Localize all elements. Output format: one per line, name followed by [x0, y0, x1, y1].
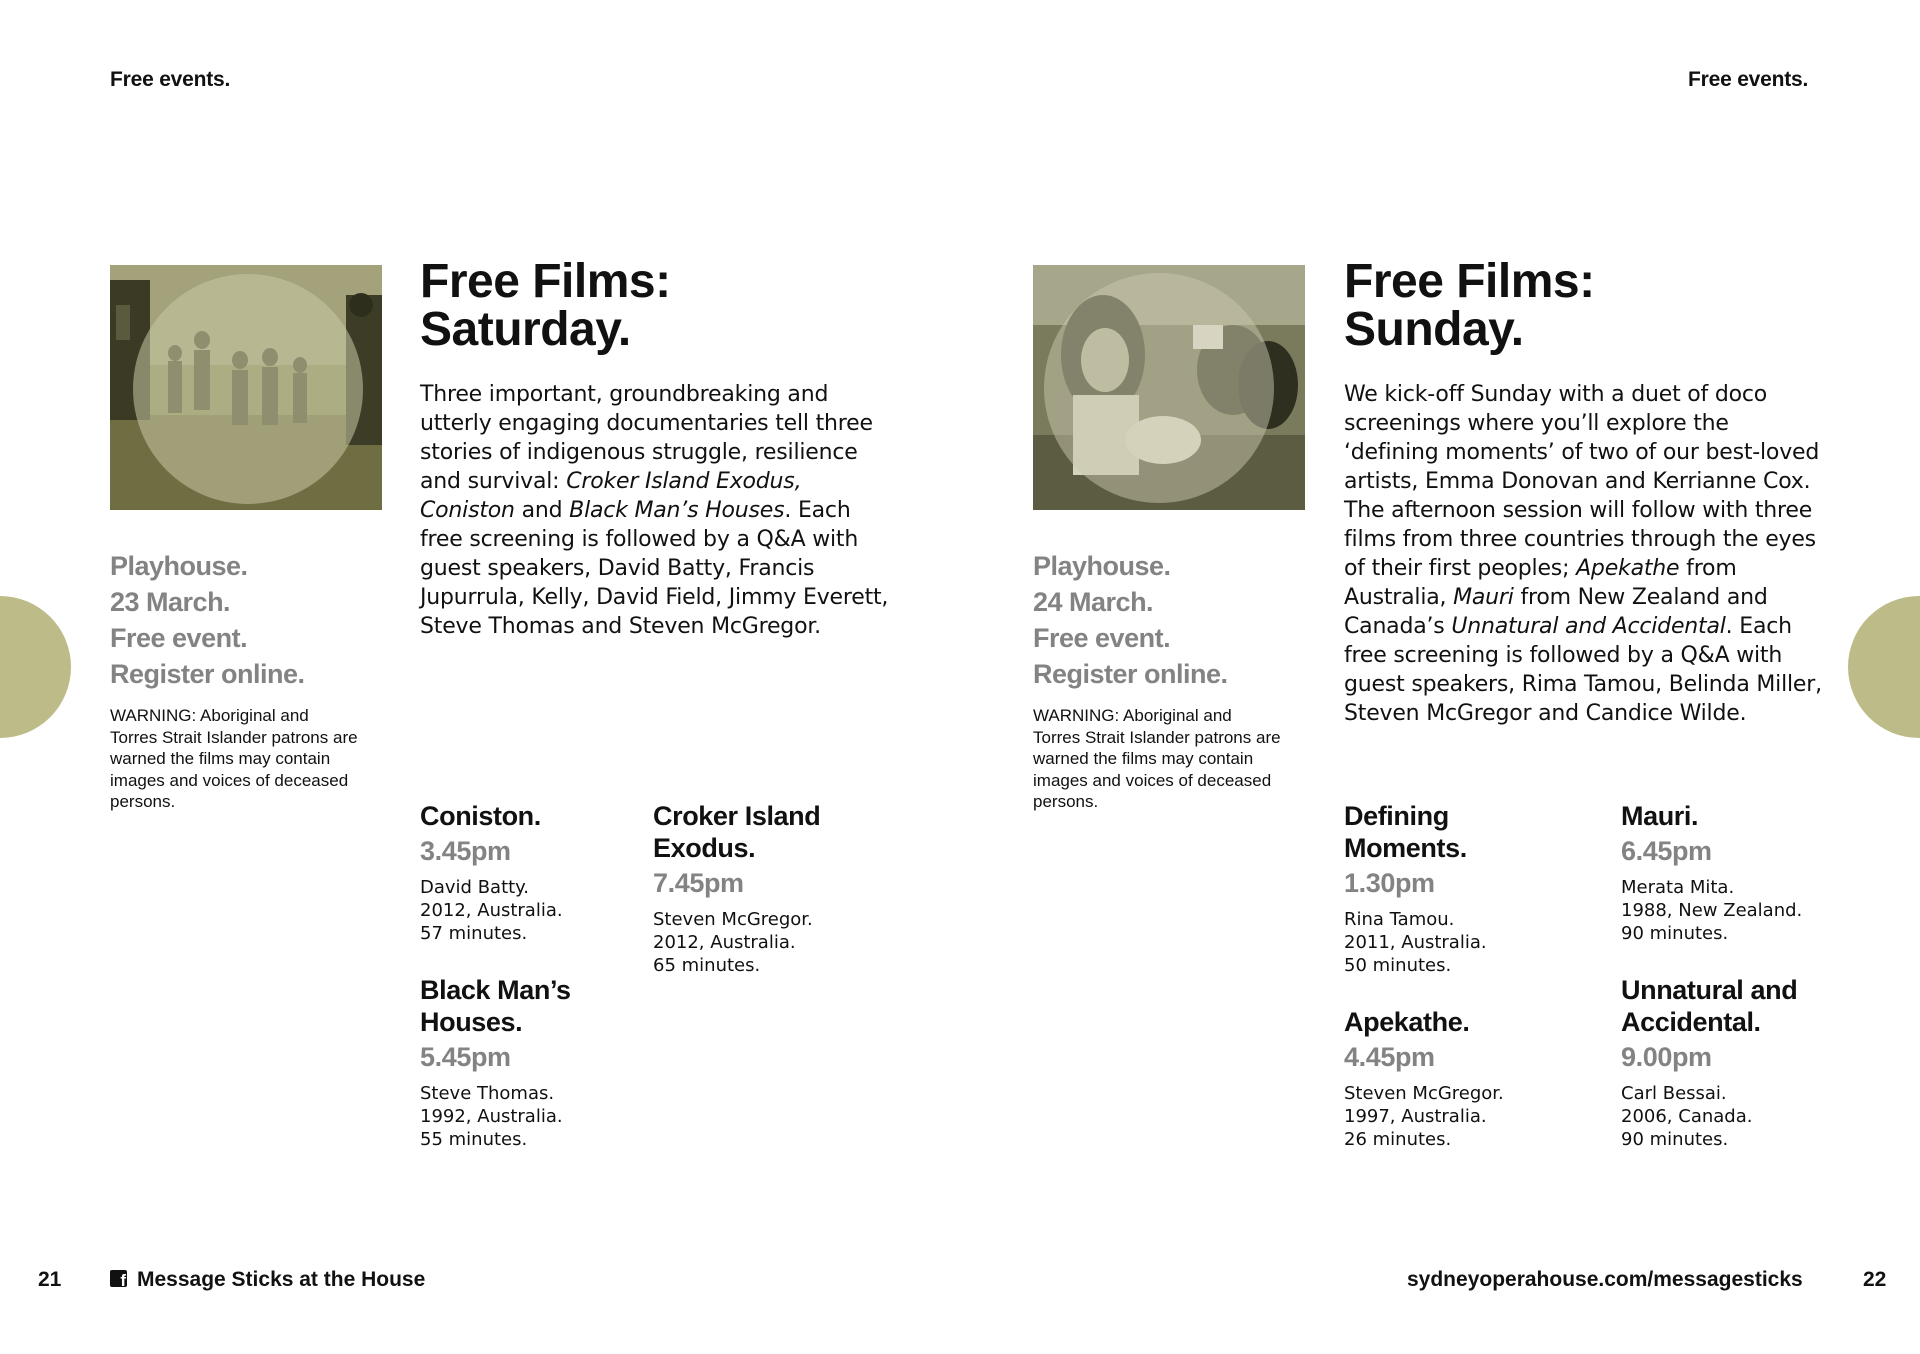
- intro-text-part: from New Zealand and Canada’s: [1344, 585, 1768, 639]
- film-title-italic: Croker Island Exodus, Coniston: [420, 469, 802, 523]
- film-meta: [653, 908, 853, 977]
- film-director: Rina Tamou.: [1344, 909, 1455, 930]
- page-number-left: 21: [38, 1268, 62, 1291]
- date-line: 23 March.: [110, 587, 231, 617]
- film-title-italic: Black Man’s Houses: [569, 498, 785, 523]
- film-listing-black-mans-houses: [420, 974, 620, 1151]
- film-listing-croker-island-exodus: [653, 800, 853, 977]
- intro-text-part: from Australia,: [1344, 556, 1737, 610]
- film-time: 3.45pm: [420, 836, 511, 866]
- event-details-saturday: [110, 548, 370, 692]
- film-listing-unnatural-and-accidental: [1621, 974, 1841, 1151]
- intro-text-part: and: [514, 498, 570, 523]
- facebook-label: Message Sticks at the House: [137, 1268, 426, 1291]
- film-duration: 57 minutes.: [420, 923, 528, 944]
- title-line-1: Free Films:: [1344, 255, 1595, 308]
- running-head-left: Free events.: [110, 68, 231, 91]
- title-line-2: Sunday.: [1344, 303, 1524, 356]
- film-duration: 90 minutes.: [1621, 923, 1729, 944]
- film-year-country: 2012, Australia.: [653, 932, 796, 953]
- film-meta: [420, 1082, 620, 1151]
- film-director: Carl Bessai.: [1621, 1083, 1727, 1104]
- film-title: Unnatural and Accidental.: [1621, 975, 1798, 1037]
- film-title: Apekathe.: [1344, 1007, 1470, 1037]
- film-duration: 55 minutes.: [420, 1129, 528, 1150]
- film-director: Steven McGregor.: [1344, 1083, 1504, 1104]
- intro-text-sunday: [1344, 380, 1824, 728]
- film-director: Merata Mita.: [1621, 877, 1735, 898]
- film-title: Defining Moments.: [1344, 801, 1467, 863]
- page-title-sunday: [1344, 255, 1595, 356]
- film-title-italic: Mauri: [1453, 585, 1514, 610]
- film-listing-coniston: [420, 800, 640, 945]
- price-line: Free event.: [110, 623, 248, 653]
- title-line-2: Saturday.: [420, 303, 631, 356]
- event-details-sunday: [1033, 548, 1293, 692]
- film-listing-mauri: [1621, 800, 1841, 945]
- price-line: Free event.: [1033, 623, 1171, 653]
- running-head-right: Free events.: [1688, 68, 1809, 91]
- film-title: Croker Island Exodus.: [653, 801, 821, 863]
- film-listing-defining-moments: [1344, 800, 1544, 977]
- intro-text-part: . Each free screening is followed by a Q&A with guest speakers, David Batty, Francis Jupurrula, Kelly, David Field, Jimmy Everett, Steve Thomas and Steven McGregor.: [420, 498, 889, 639]
- film-director: Steven McGregor.: [653, 909, 813, 930]
- film-year-country: 2006, Canada.: [1621, 1106, 1753, 1127]
- register-line: Register online.: [1033, 659, 1228, 689]
- intro-text-part: . Each free screening is followed by a Q&A with guest speakers, Rima Tamou, Belinda Miller, Steven McGregor and Candice Wilde.: [1344, 614, 1822, 726]
- page-title-saturday: [420, 255, 671, 356]
- film-time: 6.45pm: [1621, 836, 1712, 866]
- film-meta: [1621, 1082, 1841, 1151]
- film-year-country: 2011, Australia.: [1344, 932, 1487, 953]
- film-meta: [1344, 908, 1544, 977]
- film-time: 4.45pm: [1344, 1042, 1435, 1072]
- film-title: Mauri.: [1621, 801, 1699, 831]
- film-time: 9.00pm: [1621, 1042, 1712, 1072]
- warning-text-saturday: WARNING: Aboriginal and Torres Strait Islander patrons are warned the films may contain images and voices of deceased persons.: [110, 706, 358, 811]
- venue-line: Playhouse.: [1033, 551, 1171, 581]
- film-year-country: 2012, Australia.: [420, 900, 563, 921]
- date-line: 24 March.: [1033, 587, 1154, 617]
- film-year-country: 1997, Australia.: [1344, 1106, 1487, 1127]
- film-duration: 26 minutes.: [1344, 1129, 1452, 1150]
- facebook-link[interactable]: [110, 1268, 425, 1292]
- film-duration: 50 minutes.: [1344, 955, 1452, 976]
- film-meta: [1621, 876, 1841, 945]
- film-title-italic: Apekathe: [1576, 556, 1680, 581]
- film-duration: 65 minutes.: [653, 955, 761, 976]
- facebook-icon: f: [110, 1270, 127, 1287]
- film-duration: 90 minutes.: [1621, 1129, 1729, 1150]
- register-line: Register online.: [110, 659, 305, 689]
- decorative-circle-left: [0, 596, 71, 738]
- film-title: Black Man’s Houses.: [420, 975, 571, 1037]
- film-director: David Batty.: [420, 877, 529, 898]
- website-link[interactable]: sydneyoperahouse.com/messagesticks: [1407, 1268, 1803, 1291]
- film-time: 1.30pm: [1344, 868, 1435, 898]
- film-title-italic: Unnatural and Accidental: [1451, 614, 1726, 639]
- intro-text-part: Three important, groundbreaking and utterly engaging documentaries tell three stories of indigenous struggle, resilience and survival:: [420, 382, 873, 494]
- film-listing-apekathe: [1344, 1006, 1564, 1151]
- film-meta: [1344, 1082, 1564, 1151]
- photo-women-painting-icon: [1033, 265, 1305, 510]
- intro-text-part: We kick-off Sunday with a duet of doco screenings where you’ll explore the ‘defining moments’ of two of our best-loved artists, Emma Donovan and Kerrianne Cox. The afternoon session will follow with three films from three countries through the eyes of their first peoples;: [1344, 382, 1820, 581]
- historical-photo-children-icon: [110, 265, 382, 510]
- film-director: Steve Thomas.: [420, 1083, 555, 1104]
- intro-text-saturday: [420, 380, 890, 641]
- film-year-country: 1988, New Zealand.: [1621, 900, 1803, 921]
- film-meta: [420, 876, 640, 945]
- decorative-circle-right: [1848, 596, 1920, 738]
- venue-line: Playhouse.: [110, 551, 248, 581]
- film-time: 5.45pm: [420, 1042, 511, 1072]
- title-line-1: Free Films:: [420, 255, 671, 308]
- film-title: Coniston.: [420, 801, 541, 831]
- warning-text-sunday: WARNING: Aboriginal and Torres Strait Islander patrons are warned the films may contain images and voices of deceased persons.: [1033, 706, 1281, 811]
- film-year-country: 1992, Australia.: [420, 1106, 563, 1127]
- film-time: 7.45pm: [653, 868, 744, 898]
- page-number-right: 22: [1863, 1268, 1887, 1291]
